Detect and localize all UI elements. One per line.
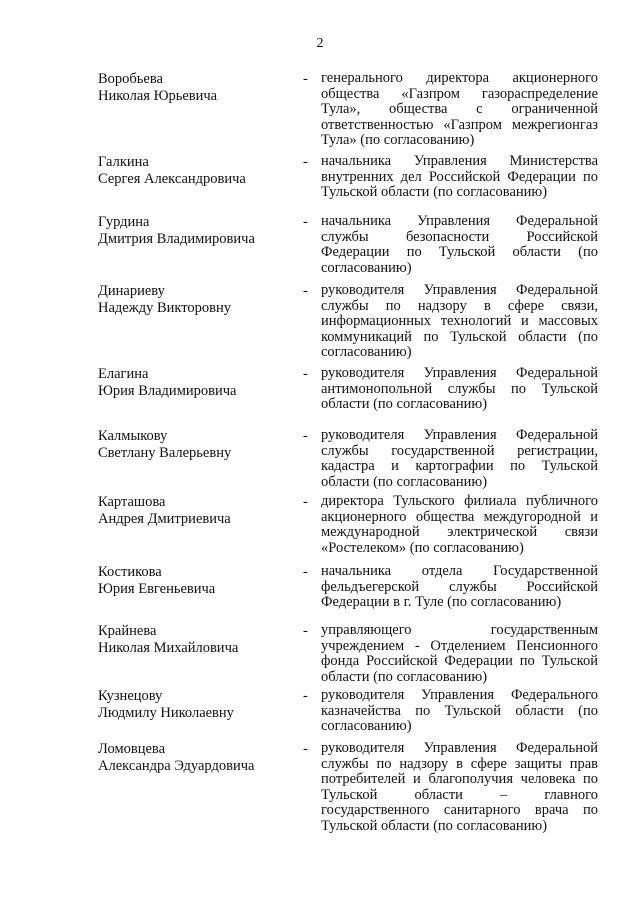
member-surname: Динариеву — [98, 283, 165, 299]
member-position: генерального директора акционерного общества «Газпром газораспределение Тула», общества с ограниченной ответственностью «Газпром межрегионгаз Тула» (по согласованию) — [321, 70, 598, 148]
member-given-name: Дмитрия Владимировича — [98, 231, 255, 247]
page-number: 2 — [316, 36, 324, 51]
entry-dash: - — [303, 564, 308, 580]
member-surname: Костикова — [98, 564, 162, 580]
member-name — [98, 428, 298, 462]
member-name — [98, 283, 298, 317]
member-position: руководителя Управления Федеральной службы по надзору в сфере защиты прав потребителей и благополучия человека по Тульской области – главного государственного санитарного врача по Тульской области (по согласованию) — [321, 740, 598, 834]
member-position: руководителя Управления Федерального казначейства по Тульской области (по согласованию) — [321, 687, 598, 734]
member-position: начальника Управления Федеральной службы безопасности Российской Федерации по Тульской области (по согласованию) — [321, 213, 598, 276]
member-name — [98, 494, 298, 528]
member-given-name: Андрея Дмитриевича — [98, 511, 231, 527]
member-position: директора Тульского филиала публичного акционерного общества междугородной и международной электрической связи «Ростелеком» (по согласованию) — [321, 493, 598, 556]
member-given-name: Александра Эдуардовича — [98, 758, 255, 774]
entry-dash: - — [303, 741, 308, 757]
member-name — [98, 154, 298, 188]
member-surname: Крайнева — [98, 623, 157, 639]
member-given-name: Юрия Владимировича — [98, 383, 237, 399]
member-position: руководителя Управления Федеральной службы по надзору в сфере связи, информационных технологий и массовых коммуникаций по Тульской области (по согласованию) — [321, 282, 598, 360]
member-position: управляющего государственным учреждением - Отделением Пенсионного фонда Российской Федерации по Тульской области (по согласованию) — [321, 622, 598, 685]
member-given-name: Николая Михайловича — [98, 640, 239, 656]
member-given-name: Сергея Александровича — [98, 171, 246, 187]
entry-dash: - — [303, 214, 308, 230]
member-given-name: Людмилу Николаевну — [98, 705, 234, 721]
entry-dash: - — [303, 366, 308, 382]
member-name — [98, 688, 298, 722]
entry-dash: - — [303, 283, 308, 299]
member-name — [98, 623, 298, 657]
member-surname: Воробьева — [98, 71, 163, 87]
member-surname: Галкина — [98, 154, 149, 170]
entry-dash: - — [303, 154, 308, 170]
member-surname: Елагина — [98, 366, 149, 382]
entry-dash: - — [303, 428, 308, 444]
member-name — [98, 71, 298, 105]
member-position: начальника Управления Министерства внутренних дел Российской Федерации по Тульской области (по согласованию) — [321, 153, 598, 200]
entry-dash: - — [303, 623, 308, 639]
member-name — [98, 366, 298, 400]
member-given-name: Юрия Евгеньевича — [98, 581, 216, 597]
member-given-name: Надежду Викторовну — [98, 300, 232, 316]
member-surname: Калмыкову — [98, 428, 168, 444]
member-surname: Гурдина — [98, 214, 150, 230]
member-surname: Карташова — [98, 494, 166, 510]
entry-dash: - — [303, 494, 308, 510]
entry-dash: - — [303, 688, 308, 704]
member-surname: Кузнецову — [98, 688, 163, 704]
member-name — [98, 741, 298, 775]
member-name — [98, 214, 298, 248]
member-surname: Ломовцева — [98, 741, 166, 757]
member-position: руководителя Управления Федеральной антимонопольной службы по Тульской области (по согласованию) — [321, 365, 598, 412]
member-given-name: Светлану Валерьевну — [98, 445, 232, 461]
member-position: руководителя Управления Федеральной службы государственной регистрации, кадастра и картографии по Тульской области (по согласованию) — [321, 427, 598, 490]
entry-dash: - — [303, 71, 308, 87]
member-given-name: Николая Юрьевича — [98, 88, 218, 104]
member-position: начальника отдела Государственной фельдъегерской службы Российской Федерации в г. Туле (по согласованию) — [321, 563, 598, 610]
member-name — [98, 564, 298, 598]
